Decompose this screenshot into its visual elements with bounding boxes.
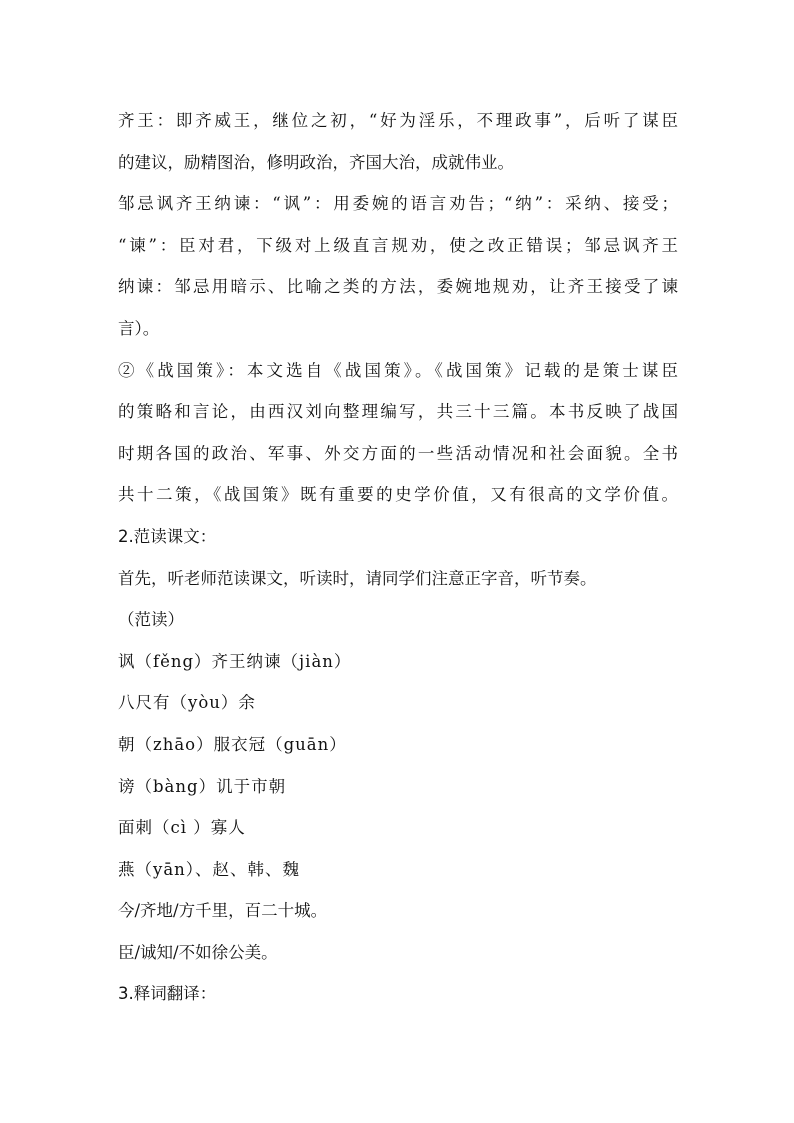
paragraph-line: 的策略和言论，由西汉刘向整理编写，共三十三篇。本书反映了战国: [118, 402, 678, 422]
rhythm-line: 今/齐地/方千里，百二十城。: [118, 901, 328, 921]
section-heading: 2.范读课文：: [118, 526, 217, 546]
pronunciation-line: 朝（zhāo）服衣冠（guān）: [118, 734, 347, 754]
paragraph-line: 共十二策，《战国策》既有重要的史学价值，又有很高的文学价值。: [118, 485, 678, 505]
paragraph-line: 言）。: [118, 318, 160, 338]
paragraph-line: 首先，听老师范读课文，听读时，请同学们注意正字音，听节奏。: [118, 568, 597, 588]
document-page: [118, 100, 678, 1015]
section-heading: 3.释词翻译：: [118, 984, 217, 1004]
pronunciation-line: 八尺有（yòu）余: [118, 693, 256, 713]
pronunciation-line: 面刺（cì ）寡人: [118, 818, 246, 838]
pronunciation-line: 谤（bàng）讥于市朝: [118, 776, 287, 796]
paragraph-line: 纳谏：邹忌用暗示、比喻之类的方法，委婉地规劝，让齐王接受了谏: [118, 277, 678, 297]
rhythm-line: 臣/诚知/不如徐公美。: [118, 942, 278, 962]
pronunciation-line: 燕（yān）、赵、韩、魏: [118, 859, 301, 879]
paragraph-line: 邹忌讽齐王纳谏：“讽”：用委婉的语言劝告；“纳”：采纳、接受；: [118, 194, 678, 214]
paragraph-line: “谏”：臣对君，下级对上级直言规劝，使之改正错误；邹忌讽齐王: [118, 235, 678, 255]
pronunciation-line: 讽（fěng）齐王纳谏（jiàn）: [118, 651, 352, 671]
paragraph-line: （范读）: [118, 610, 184, 630]
paragraph-line: ②《战国策》：本文选自《战国策》。《战国策》记载的是策士谋臣: [118, 360, 678, 380]
paragraph-line: 时期各国的政治、军事、外交方面的一些活动情况和社会面貌。全书: [118, 443, 678, 463]
paragraph-line: 齐王：即齐威王，继位之初，“好为淫乐，不理政事”，后听了谋臣: [118, 111, 678, 130]
paragraph-line: 的建议，励精图治，修明政治，齐国大治，成就伟业。: [118, 152, 514, 172]
